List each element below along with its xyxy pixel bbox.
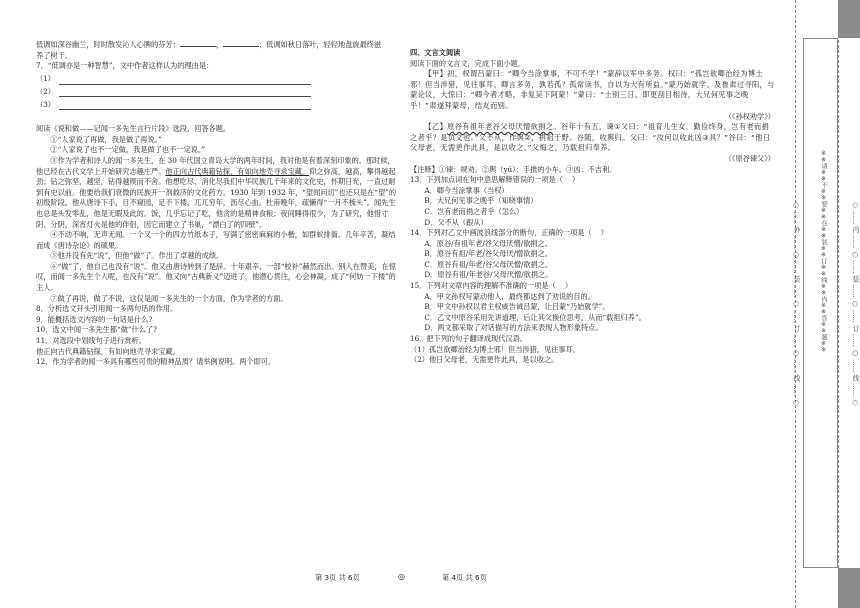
answer-blank[interactable]: [59, 88, 311, 97]
option-13b[interactable]: B．大兄何见事之晚乎（知晓事情）: [424, 196, 538, 206]
passage-jia-source: （《孙权劝学》）: [724, 111, 775, 121]
question-11-sentence: 他正向古代典籍钻探，有如向地壳寻求宝藏。: [36, 346, 180, 356]
page-number-right: 第 4页 共 6页: [442, 573, 487, 582]
question-11: 11．对选段中划线句子进行赏析。: [36, 336, 146, 346]
answer-blank[interactable]: [59, 101, 311, 110]
question-12: 12．作为学者的闻一多具有哪些可贵的精神品质？请举例说明。两个即可。: [36, 357, 276, 367]
answer-label: （1）: [36, 73, 55, 83]
option-14b[interactable]: B．原谷有祖/年老/谷父母厌/憎欲捐之。: [424, 249, 552, 259]
center-circle-icon: ◎: [398, 572, 405, 581]
passage-jia: 【甲】初，权谓吕蒙曰：“卿今当涂掌事，不可不学！”蒙辞以军中多务。权曰：“孤岂欲卿治经为博士邪！但当涉猎，见往事耳。卿言多务，孰若孤？孤常读书，自以为大有所益。”蒙乃始就学。及鲁肃过寻阳，与蒙论议，大惊曰：“卿今者才略，非复吴下阿蒙！”蒙曰：“士别三日，即更刮目相待，大兄何见事之晚乎！”肃遂拜蒙母，结友而别。: [410, 69, 775, 110]
question-10: 10．选文中闻一多先生都“做”什么了?: [36, 325, 157, 335]
option-13d[interactable]: D．父不从（跟从）: [424, 217, 488, 227]
paragraph-2: ②“人家说了也不一定做，我是做了也不一定说。”: [50, 145, 206, 155]
answer-blank[interactable]: [59, 76, 311, 85]
option-13a[interactable]: A．卿今当涂掌事（当权）: [424, 185, 509, 195]
answer-label: （2）: [36, 86, 55, 96]
section-title: 四、文言文阅读: [410, 48, 461, 57]
question-14: 14．下列对乙文中画波浪线部分的断句，正确的一项是（ ）: [410, 228, 608, 238]
text: ，: [215, 40, 223, 49]
poem-line-end: 养了树干。: [36, 50, 72, 60]
paragraph-3: [36, 156, 396, 230]
question-8: 8．分析选文开头引用闻一多两句话的作用。: [36, 304, 178, 314]
answer-line-3[interactable]: [36, 97, 396, 110]
binding-notice: ※※请※※不※※要※※在※※装※※订※※线※※内※※答※※题※※: [820, 150, 827, 354]
option-14c[interactable]: C．原谷有祖/年老/谷父母厌憎/欲捐之。: [424, 259, 553, 269]
seal-line-outer: ○ …… 外 …… ○ …… 装 …… ○ …… 订 …… ○ …… 线 …… ○: [792, 201, 800, 407]
option-15a[interactable]: A．甲文孙权写蒙动他人，最终都达到了劝说的目的。: [424, 291, 595, 301]
annotation: 【注释】①谏：规劝。②舆（yú）：手推的小车。③凶：不吉利。: [410, 164, 617, 174]
text: 【乙】: [424, 122, 448, 132]
underlined-sentence: 他正向古代典籍钻探，有如向地壳寻求宝藏。: [165, 166, 310, 176]
question-9: 9．能概括选文内容的一句话是什么?: [36, 314, 153, 324]
section-intro: 阅读下面的文言文，完成下面小题。: [410, 58, 526, 68]
option-15d[interactable]: D．两文都采取了对话描写的方法来表现人物形象特点。: [424, 323, 603, 333]
page-number-left: 第 3页 共 6页: [315, 573, 360, 582]
text: 。谷年十有五，谏①父曰：“祖育儿生女，勤俭终身，岂有老而捐之者乎？是负义也。”父不从，作舆②，捐祖于野。谷随，收舆归。父曰：“汝何以收此凶③具？”谷曰：“他日父母老，无需更作此具，是以收之。”父悔之，乃载祖归奉养。: [410, 122, 771, 153]
option-14a[interactable]: A．原谷/有祖年老/谷父母厌憎/欲捐之。: [424, 238, 552, 248]
wavy-underlined-sentence: 原谷有祖年老谷父母厌憎欲捐之: [447, 122, 554, 132]
paragraph-6: ⑥“做”了，他自己也没有“说”。他又由唐诗转到了楚辞。十年艰辛，一部“校补”赫然而出。别人在赞美，在惊叹，而闻一多先生个人呢，也没有“说”。他又向“古典新义”迈进了，他潜心贯注，心会神凝，成了“何妨一下楼”的主人。: [36, 261, 396, 293]
poem-line: [36, 38, 396, 51]
text: 仰之弥高，越高，攀得越起劲；钻之弥坚，越坚，钻得越锲而不舍。他想吃尽、消化尽我们中华民族几千年来的文化史，怀期日光，一直过耐到有史以前。他要给我们衰微的民族开一剂救济的文化药方。1930 年到 1932 年，“望闻问切”也还只是在“望”的初级阶段。他从唐诗下手，目不窥园，足不下楼，兀兀穷年，沥尽心血。杜甫晚年，疏懒得“一月不梳头”。闻先生也总是头发零乱，他是无暇及此的。饭，几乎忘记了吃，他贪的是精神食粮；夜间睡得很少，为了研究，他惜寸阴、分阴，深宵灯火是他的伴侣，因它而建立了书巢，“漂白了的四壁”。: [36, 166, 397, 229]
answer-line-2[interactable]: [36, 85, 396, 98]
paragraph-4: ④不动不响，无声无闻。一个又一个的四方竹纸本子，写满了密密麻麻的小楷，如群蚁排衙。几年辛苦，凝结而成《唐诗杂论》的硕果。: [36, 230, 396, 250]
answer-line-1[interactable]: [36, 72, 396, 85]
question-16-item-1: （1）孤岂欲卿治经为博士邪！但当涉猎，见往事耳。: [410, 344, 580, 354]
question-15: 15．下列对文章内容的理解不准确的一项是（ ）: [410, 281, 573, 291]
text: 低调如深谷幽兰，时时散发沁人心脾的芬芳；: [36, 40, 180, 49]
text: ；低调如秋日落叶，轻轻地盘旋最终滋: [258, 40, 382, 49]
question-7: 7．“低调亦是一种智慧”，文中作者这样认为的理由是：: [36, 61, 214, 71]
cut-line: [838, 0, 839, 608]
question-13: 13．下列加点词在句中意思解释错误的一项是（ ）: [410, 175, 580, 185]
reading-intro: 阅读《说和做——记闻一多先生言行片段》选段，回答各题。: [36, 124, 231, 134]
left-page: [36, 38, 396, 368]
option-15b[interactable]: B．甲文中孙权以君主权威告诫吕蒙，让吕蒙“乃始就学”。: [424, 302, 610, 312]
option-14d[interactable]: D．原谷有祖/年老谷/父母厌憎/欲捐之。: [424, 270, 553, 280]
paragraph-7: ⑦做了再说，做了不说，这仅是闻一多先生的一个方面，作为学者的方面。: [50, 293, 288, 303]
spacer: [410, 38, 775, 48]
passage-yi-source: （《原谷谏父》）: [724, 153, 775, 163]
question-16-item-2: （2）他日父母老，无需更作此具，是以收之。: [410, 355, 559, 365]
binding-block-bottom: [838, 568, 860, 608]
right-page: [410, 38, 775, 366]
paragraph-5: ⑤他并没有先“说”，但他“做”了。作出了卓越的成绩。: [50, 251, 224, 261]
question-16: 16．把下列的句子翻译成现代汉语。: [410, 334, 527, 344]
text: ③作为学者和诗人的闻一多先生，在 30 年代国立青岛大学的两年时间，我对他是有着深刻印象的。那时候，他已经在古代文学上开始研究志趣庄严。: [36, 155, 395, 176]
option-13c[interactable]: C．岂有老而捐之者乎（怎么）: [424, 206, 524, 216]
passage-yi: [410, 122, 775, 154]
spacer: [36, 110, 396, 124]
fill-blank[interactable]: [223, 38, 259, 47]
seal-line-inner: ○ …… 内 …… ○ …… 装 …… ○ …… 订 …… ○ …… 线 …… ○: [851, 201, 859, 407]
binding-block-top: [838, 0, 860, 38]
answer-label: （3）: [36, 99, 55, 109]
paragraph-1: ①“人家说了再做，我是做了再说。”: [50, 134, 162, 144]
option-15c[interactable]: C．乙文中原谷采用先讲道理，后让其父换位思考，从而“载祖归养”。: [424, 312, 646, 322]
fill-blank[interactable]: [180, 38, 216, 47]
